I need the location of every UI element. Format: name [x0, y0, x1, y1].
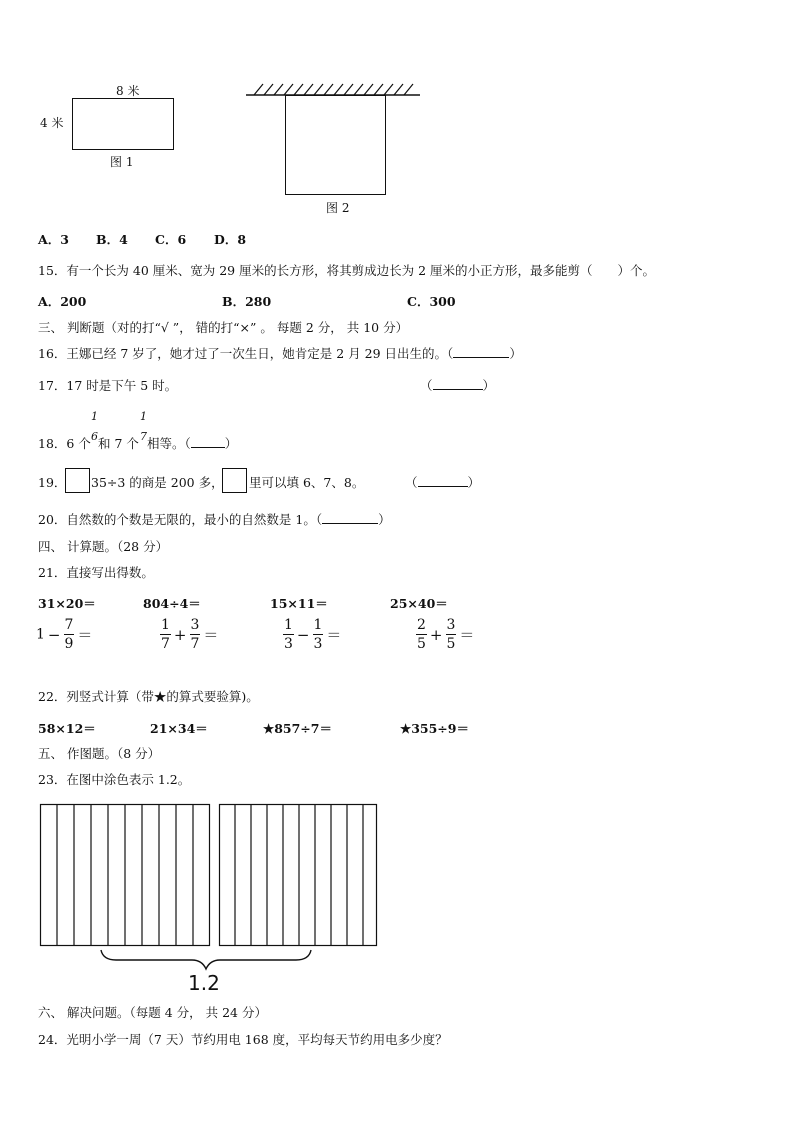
fig2-square: [285, 95, 386, 195]
numerator: 7: [64, 617, 74, 633]
q20-text: 20．自然数的个数是无限的，最小的自然数是 1。（: [38, 512, 323, 527]
equals-sign: ＝: [77, 626, 93, 644]
q19-mid: 35÷3 的商是 200 多，: [91, 475, 224, 490]
decimal-grid-figure: [40, 804, 380, 950]
plus-sign: +: [173, 625, 187, 644]
denominator: 3: [313, 636, 323, 652]
fig1-caption: 图 1: [110, 155, 134, 169]
equals-sign: ＝: [203, 626, 219, 644]
q18-frac1-denominator: 6: [91, 430, 98, 443]
q18-frac1-numerator: 1: [91, 410, 98, 423]
question-21: 21．直接写出得数。: [38, 565, 154, 580]
denominator: 9: [64, 636, 74, 652]
fraction: [160, 618, 171, 651]
q16-answer-blank[interactable]: [453, 357, 509, 358]
numerator: 1: [161, 617, 170, 633]
q19-open-paren: （: [405, 475, 418, 490]
q16-text: 16．王娜已经 7 岁了，她才过了一次生日，她肯定是 2 月 29 日出生的。（: [38, 346, 454, 361]
option-a: A．3: [38, 232, 69, 247]
q19-answer: [405, 473, 480, 491]
q17-close-paren: ）: [482, 378, 496, 393]
fraction: [190, 618, 201, 651]
option-b: B．4: [96, 232, 128, 247]
q17-answer: [420, 376, 495, 394]
equals-sign: ＝: [459, 626, 475, 644]
question-15: 15．有一个长为 40 厘米、宽为 29 厘米的长方形，将其剪成边长为 2 厘米的小正方形，最多能剪（ ）个。: [38, 263, 656, 278]
q18-mid: 和 7 个: [98, 436, 139, 451]
question-17: 17．17 时是下午 5 时。: [38, 378, 178, 393]
option-c: C．6: [155, 232, 187, 247]
q18-suffix: 相等。（: [147, 436, 191, 451]
fraction: [313, 618, 324, 651]
fig1-side-label: 4 米: [40, 116, 64, 130]
equals-sign: ＝: [326, 626, 342, 644]
section-4-heading: 四、 计算题。（28 分）: [38, 539, 169, 554]
q19-close-paren: ）: [467, 475, 481, 490]
fraction-expr-3: [283, 618, 344, 651]
minus-sign: −: [47, 625, 61, 644]
denominator: 5: [446, 636, 456, 652]
numerator: 1: [313, 617, 323, 633]
calc-item: 21×34＝: [150, 721, 208, 736]
q18-frac2-numerator: 1: [140, 410, 147, 423]
q20-answer-blank[interactable]: [322, 523, 378, 524]
calc-item: ★355÷9＝: [400, 721, 469, 736]
numerator: 3: [190, 617, 200, 633]
q18-close-paren: ）: [224, 436, 238, 451]
question-20: [38, 510, 391, 528]
option-d: D．8: [214, 232, 247, 247]
q17-answer-blank[interactable]: [433, 389, 483, 390]
q18-frac2-denominator: 7: [140, 430, 147, 443]
fraction: [283, 618, 294, 651]
question-24: 24．光明小学一周（7 天）节约用电 168 度，平均每天节约用电多少度？: [38, 1032, 448, 1047]
q17-open-paren: （: [420, 378, 433, 393]
calc-item: 58×12＝: [38, 721, 96, 736]
numerator: 1: [284, 617, 293, 633]
q15-option-c: C．300: [407, 294, 456, 309]
fraction-expr-4: [416, 618, 477, 651]
minus-sign: −: [296, 625, 310, 644]
denominator: 7: [161, 636, 170, 652]
section-3-heading: 三、 判断题（对的打“√ ”， 错的打“×” 。 每题 2 分， 共 10 分）: [38, 320, 409, 335]
question-16: [38, 344, 522, 362]
denominator: 7: [190, 636, 200, 652]
q19-answer-blank[interactable]: [418, 486, 468, 487]
calc-item: 804÷4＝: [143, 596, 201, 611]
q18-prefix: 18．6 个: [38, 436, 91, 451]
q15-option-b: B．280: [222, 294, 272, 309]
fraction-expr-1: [36, 618, 95, 651]
q16-close-paren: ）: [509, 346, 522, 361]
calc-item: 15×11＝: [270, 596, 328, 611]
fraction: [446, 618, 457, 651]
plus-sign: +: [429, 625, 443, 644]
fraction-expr-2: [160, 618, 221, 651]
fig1-top-label: 8 米: [116, 84, 140, 98]
calc-item: ★857÷7＝: [263, 721, 332, 736]
denominator: 3: [284, 636, 293, 652]
q19-box-2[interactable]: [222, 468, 247, 493]
q18-tail: [147, 434, 237, 452]
q19-suffix: 里可以填 6、7、8。: [249, 475, 365, 490]
fraction: [64, 618, 75, 651]
numerator: 2: [417, 617, 426, 633]
q19-box-1[interactable]: [65, 468, 90, 493]
question-22: 22．列竖式计算（带★的算式要验算)。: [38, 689, 259, 704]
q23-label: 1.2: [188, 971, 220, 995]
q19-number: 19．: [38, 475, 67, 490]
fig2-caption: 图 2: [326, 201, 350, 215]
brace-icon: [100, 949, 312, 973]
fraction: [416, 618, 427, 651]
section-5-heading: 五、 作图题。（8 分）: [38, 746, 161, 761]
calc-item: 31×20＝: [38, 596, 96, 611]
question-23: 23．在图中涂色表示 1.2。: [38, 772, 191, 787]
q15-option-a: A．200: [38, 294, 87, 309]
grid-square-2: [220, 805, 377, 946]
fig1-rectangle: [72, 98, 174, 150]
whole-number: 1: [36, 626, 45, 643]
q20-close-paren: ）: [378, 512, 391, 527]
numerator: 3: [446, 617, 456, 633]
q18-answer-blank[interactable]: [191, 447, 225, 448]
grid-square-1: [41, 805, 210, 946]
calc-item: 25×40＝: [390, 596, 448, 611]
denominator: 5: [417, 636, 426, 652]
section-6-heading: 六、 解决问题。（每题 4 分， 共 24 分）: [38, 1005, 267, 1020]
